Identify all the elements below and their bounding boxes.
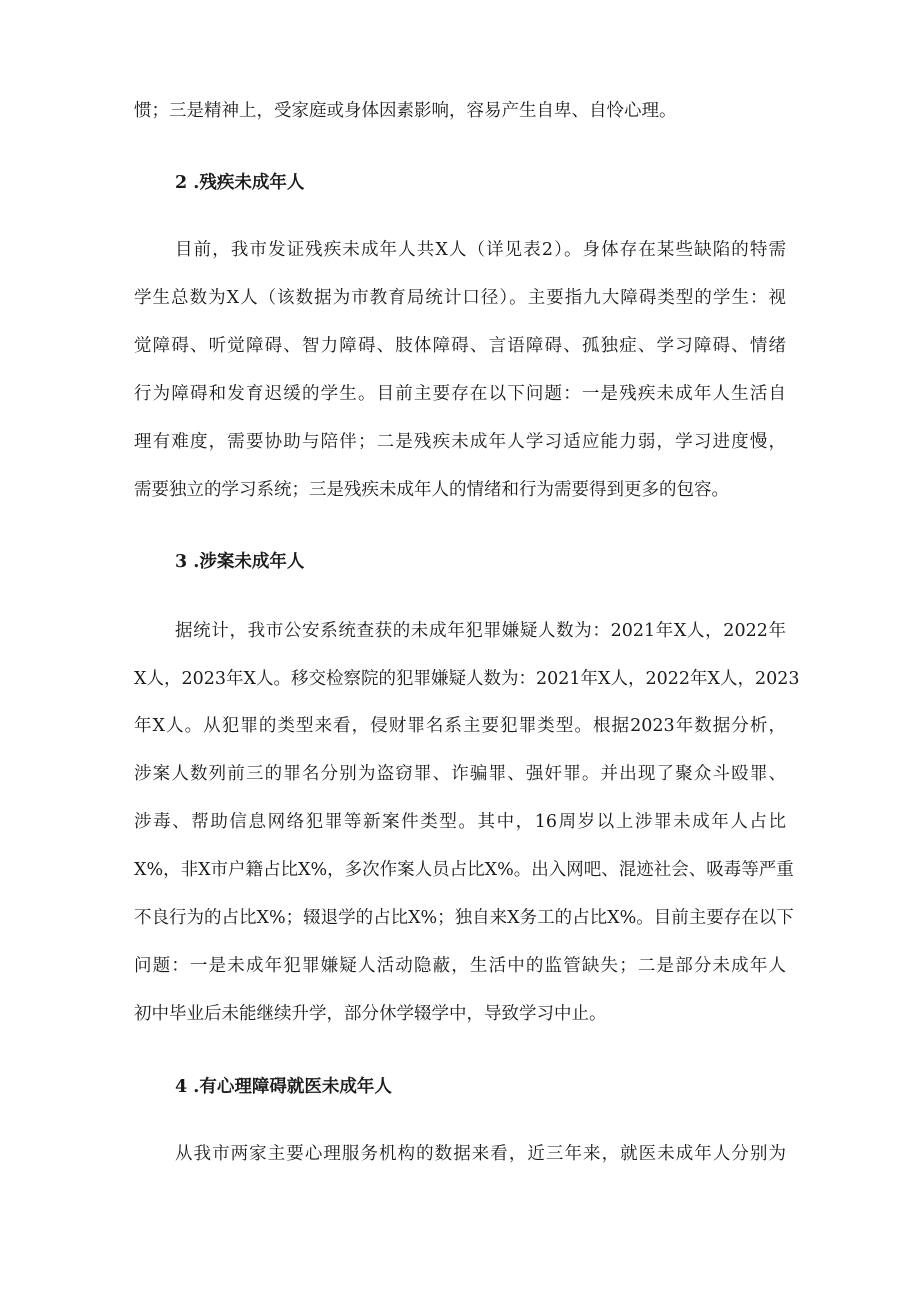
paragraph-line: X%，非X市户籍占比X%，多次作案人员占比X%。出入网吧、混迹社会、吸毒等严重: [134, 860, 794, 880]
section-heading-3: 3 .涉案未成年人: [175, 552, 305, 572]
paragraph-line: 学生总数为X人（该数据为市教育局统计口径）。主要指九大障碍类型的学生：视: [134, 288, 786, 308]
paragraph-line: 涉毒、帮助信息网络犯罪等新案件类型。其中，16周岁以上涉罪未成年人占比: [134, 812, 786, 832]
paragraph-line: 据统计，我市公安系统查获的未成年犯罪嫌疑人数为：2021年X人，2022年: [175, 621, 786, 641]
paragraph-line: 需要独立的学习系统；三是残疾未成年人的情绪和行为需要得到更多的包容。: [134, 480, 729, 500]
paragraph-line: 涉案人数列前三的罪名分别为盗窃罪、诈骗罪、强奸罪。并出现了聚众斗殴罪、: [134, 764, 786, 784]
paragraph-line: 理有难度，需要协助与陪伴；二是残疾未成年人学习适应能力弱，学习进度慢，: [134, 432, 786, 452]
paragraph-line: 不良行为的占比X%；辍退学的占比X%；独自来X务工的占比X%。目前主要存在以下: [134, 908, 794, 928]
paragraph-line: 行为障碍和发育迟缓的学生。目前主要存在以下问题：一是残疾未成年人生活自: [134, 384, 786, 404]
paragraph-line: 初中毕业后未能继续升学，部分休学辍学中，导致学习中止。: [134, 1004, 607, 1024]
paragraph-line: 从我市两家主要心理服务机构的数据来看，近三年来，就医未成年人分别为: [175, 1144, 786, 1164]
section-heading-4: 4 .有心理障碍就医未成年人: [175, 1077, 392, 1097]
paragraph-line: 年X人。从犯罪的类型来看，侵财罪名系主要犯罪类型。根据2023年数据分析，: [134, 716, 786, 736]
paragraph-line: 问题：一是未成年犯罪嫌疑人活动隐蔽，生活中的监管缺失；二是部分未成年人: [134, 956, 786, 976]
paragraph-line: X人，2023年X人。移交检察院的犯罪嫌疑人数为：2021年X人，2022年X人，2023: [134, 669, 800, 689]
section-heading-2: 2 .残疾未成年人: [175, 173, 305, 193]
paragraph-line: 目前，我市发证残疾未成年人共X人（详见表2）。身体存在某些缺陷的特需: [175, 240, 786, 260]
paragraph-line: 觉障碍、听觉障碍、智力障碍、肢体障碍、言语障碍、孤独症、学习障碍、情绪: [134, 336, 786, 356]
paragraph-line: 惯；三是精神上，受家庭或身体因素影响，容易产生自卑、自怜心理。: [134, 101, 677, 121]
